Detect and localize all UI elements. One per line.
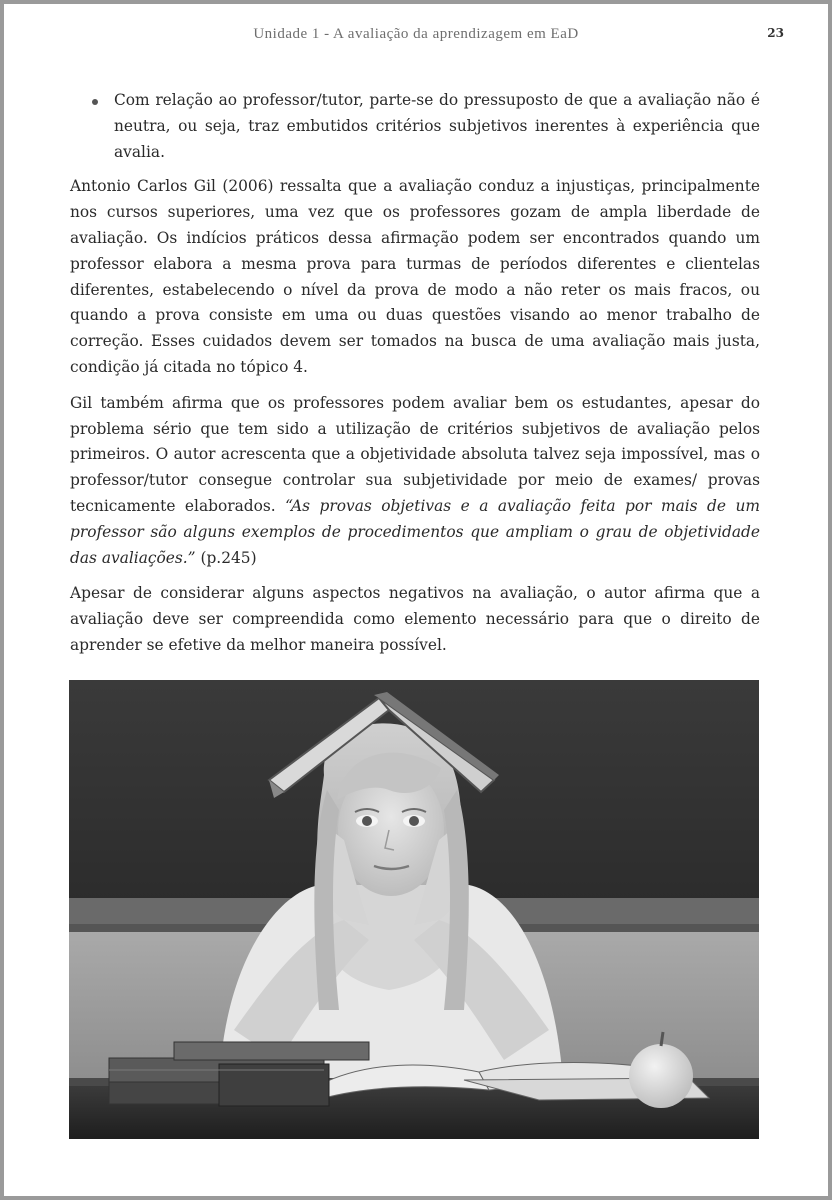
bullet-dot-icon	[92, 99, 98, 105]
body-text	[70, 88, 760, 669]
student-photo	[69, 680, 759, 1139]
page-number: 23	[767, 26, 784, 40]
paragraph-conclusao: Apesar de considerar alguns aspectos negativos na avaliação, o autor afirma que a avaliação deve ser compreendida como elemento necessário para que o direito de aprender se efetive da melhor maneira possível.	[70, 584, 760, 654]
quote-text: “As provas objetivas e a avaliação feita por mais de um professor são alguns exemplos de procedimentos que ampliam o grau de objetividade das avaliações.”	[70, 496, 760, 567]
paragraph-gil-objetividade	[70, 391, 760, 572]
page-header	[4, 26, 828, 46]
paragraph-text: Gil também afirma que os professores podem avaliar bem os estudantes, apesar do problema sério que tem sido a utilização de critérios subjetivos de avaliação pelos primeiros. O autor acrescenta que a objetividade absoluta talvez seja impossível, mas o professor/tutor consegue controlar sua subjetividade por meio de exames/ provas tecnicamente elaborados.	[70, 393, 760, 515]
photo-student-with-book-on-head-icon	[69, 680, 759, 1139]
bullet-item	[70, 88, 760, 165]
running-header-title: Unidade 1 - A avaliação da aprendizagem em EaD	[253, 26, 579, 42]
document-page	[4, 4, 828, 1196]
citation: (p.245)	[195, 548, 257, 567]
bullet-text: Com relação ao professor/tutor, parte-se do pressuposto de que a avaliação não é neutra, ou seja, traz embutidos critérios subjetivos inerentes à experiência que avalia.	[114, 91, 760, 161]
paragraph-gil-injusticas: Antonio Carlos Gil (2006) ressalta que a avaliação conduz a injustiças, principalmente nos cursos superiores, uma vez que os professores gozam de ampla liberdade de avaliação. Os indícios práticos dessa afirmação podem ser encontrados quando um professor elabora a mesma prova para turmas de períodos diferentes e clientelas diferentes, estabelecendo o nível da prova de modo a não reter os mais fracos, ou quando a prova consiste em uma ou duas questões visando ao menor trabalho de correção. Esses cuidados devem ser tomados na busca de uma avaliação mais justa, condição já citada no tópico 4.	[70, 177, 760, 376]
